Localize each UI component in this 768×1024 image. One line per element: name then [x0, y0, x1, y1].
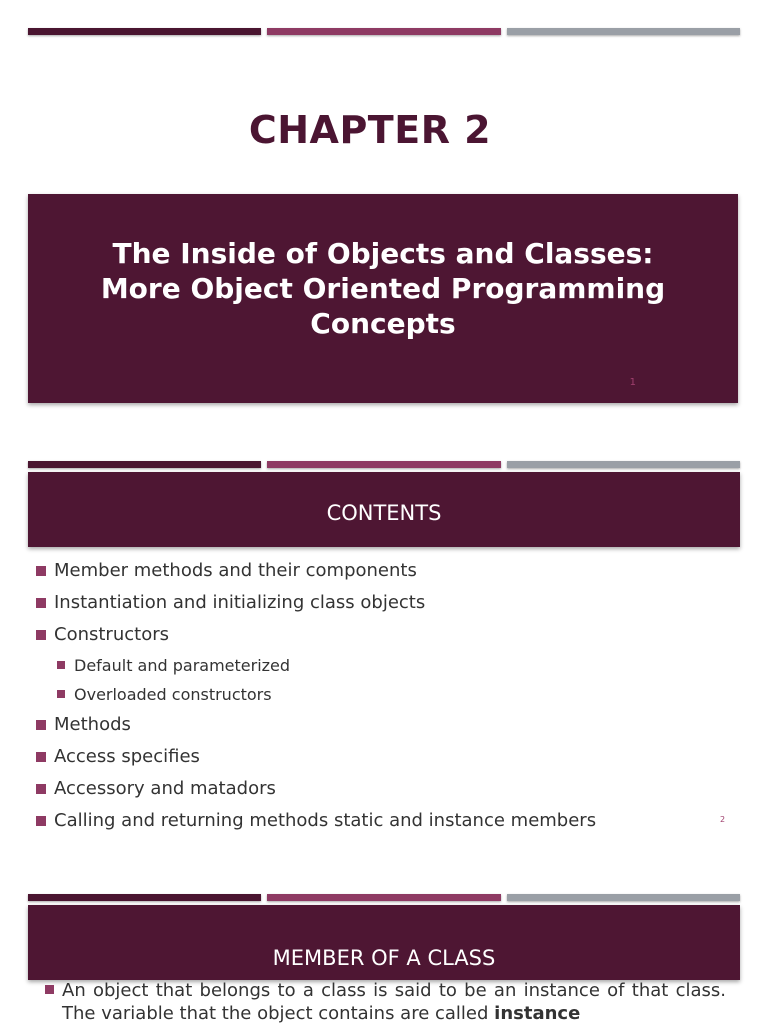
bullet-square-icon — [57, 661, 65, 669]
gray-bar — [507, 461, 740, 468]
bullet-square-icon — [36, 816, 46, 826]
member-header-box — [28, 905, 740, 980]
decorative-top-bars — [28, 461, 740, 468]
contents-header-box — [28, 472, 740, 547]
bullet-square-icon — [36, 720, 46, 730]
accent-maroon-bar — [267, 894, 500, 901]
list-item: Member methods and their components — [36, 559, 596, 591]
dark-maroon-bar — [28, 461, 261, 468]
bullet-square-icon — [36, 566, 46, 576]
list-item: Constructors — [36, 623, 596, 655]
list-item: Access specifies — [36, 745, 596, 777]
sub-list-item: Overloaded constructors — [36, 684, 596, 713]
bullet-square-icon — [36, 752, 46, 762]
dark-maroon-bar — [28, 894, 261, 901]
contents-list — [36, 559, 596, 841]
bullet-square-icon — [36, 784, 46, 794]
gray-bar — [507, 894, 740, 901]
gray-bar — [507, 28, 740, 35]
contents-title: CONTENTS — [326, 501, 442, 525]
member-body-text: An object that belongs to a class is said to be an instance of that class. The variable that the object contains are called instance — [62, 980, 726, 1024]
bullet-square-icon — [36, 598, 46, 608]
list-item: Calling and returning methods static and instance members — [36, 809, 596, 841]
bullet-square-icon — [45, 985, 54, 994]
sub-list-item: Default and parameterized — [36, 655, 596, 684]
decorative-top-bars — [28, 894, 740, 901]
accent-maroon-bar — [267, 28, 500, 35]
subtitle-box — [28, 194, 738, 403]
bullet-square-icon — [57, 690, 65, 698]
bullet-square-icon — [36, 630, 46, 640]
slide-number: 1 — [629, 377, 636, 388]
dark-maroon-bar — [28, 28, 261, 35]
chapter-title: CHAPTER 2 — [248, 108, 492, 152]
chapter-subtitle: The Inside of Objects and Classes: More Object Oriented Programming Concepts — [100, 237, 666, 340]
list-item: Accessory and matadors — [36, 777, 596, 809]
member-title: MEMBER OF A CLASS — [272, 946, 496, 970]
list-item: Instantiation and initializing class objects — [36, 591, 596, 623]
slide-number: 2 — [720, 815, 726, 824]
decorative-top-bars — [28, 28, 740, 35]
list-item: Methods — [36, 713, 596, 745]
bold-term: instance — [494, 1003, 581, 1024]
accent-maroon-bar — [267, 461, 500, 468]
